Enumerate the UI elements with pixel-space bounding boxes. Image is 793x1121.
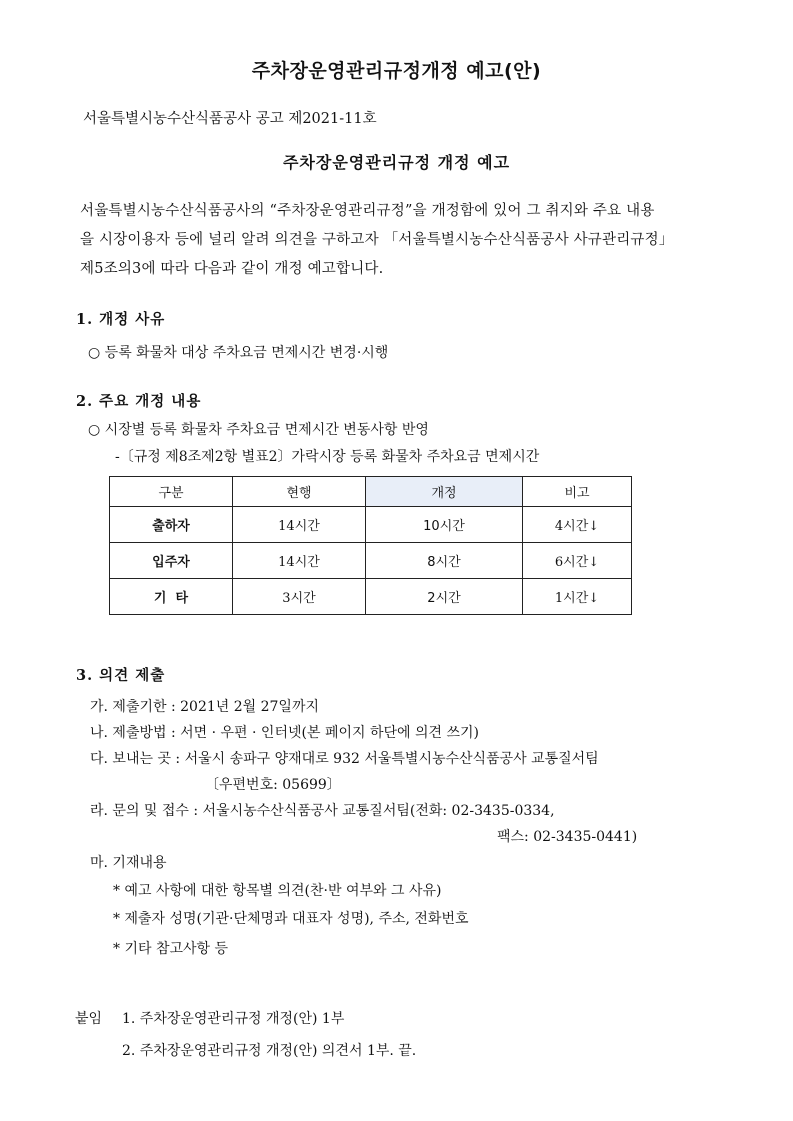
section3-heading: 3. 의견 제출 [76, 667, 166, 684]
section2-subitem: -〔규정 제8조제2항 별표2〕가락시장 등록 화물차 주차요금 면제시간 [115, 449, 540, 465]
col-header-current: 현행 [233, 477, 366, 507]
table-row [110, 507, 632, 543]
subtitle: 주차장운영관리규정 개정 예고 [282, 153, 511, 172]
col-header-note: 비고 [523, 477, 632, 507]
section2-item: ○ 시장별 등록 화물차 주차요금 면제시간 변동사항 반영 [88, 422, 429, 438]
detail-item: * 제출자 성명(기관·단체명과 대표자 성명), 주소, 전화번호 [113, 911, 469, 927]
attachment-label: 붙임 [75, 1011, 103, 1027]
intro-line-2: 을 시장이용자 등에 널리 알려 의견을 구하고자 「서울특별시농수산식품공사 사규관리규정」 [80, 232, 674, 248]
cell-current: 3시간 [233, 579, 366, 615]
table-header-row [110, 477, 632, 507]
contact-phone: 라. 문의 및 접수 : 서울시농수산식품공사 교통질서팀(전화: 02-3435-0334, [90, 803, 555, 819]
submit-deadline: 가. 제출기한 : 2021년 2월 27일까지 [90, 699, 320, 715]
col-header-revised: 개정 [366, 477, 523, 507]
notice-number: 서울특별시농수산식품공사 공고 제2021-11호 [83, 111, 377, 127]
cell-note: 1시간↓ [523, 579, 632, 615]
section1-heading: 1. 개정 사유 [76, 311, 166, 328]
cell-note: 6시간↓ [523, 543, 632, 579]
submit-method: 나. 제출방법 : 서면 · 우편 · 인터넷(본 페이지 하단에 의견 쓰기) [90, 725, 479, 741]
table-row [110, 579, 632, 615]
table-row [110, 543, 632, 579]
cell-current: 14시간 [233, 507, 366, 543]
section1-item: ○ 등록 화물차 대상 주차요금 면제시간 변경·시행 [88, 345, 389, 361]
intro-line-3: 제5조의3에 따라 다음과 같이 개정 예고합니다. [80, 261, 384, 277]
cell-revised: 2시간 [366, 579, 523, 615]
content-heading: 마. 기재내용 [90, 855, 167, 871]
section2-heading: 2. 주요 개정 내용 [76, 393, 202, 410]
cell-category: 기 타 [110, 579, 233, 615]
submit-address: 다. 보내는 곳 : 서울시 송파구 양재대로 932 서울특별시농수산식품공사 교통질서팀 [90, 751, 599, 767]
detail-item: * 기타 참고사항 등 [113, 941, 229, 957]
cell-revised: 10시간 [366, 507, 523, 543]
revision-table [109, 476, 632, 615]
cell-revised: 8시간 [366, 543, 523, 579]
cell-category: 입주자 [110, 543, 233, 579]
attachment-item: 2. 주차장운영관리규정 개정(안) 의견서 1부. 끝. [122, 1043, 417, 1059]
intro-line-1: 서울특별시농수산식품공사의 “주차장운영관리규정”을 개정함에 있어 그 취지와 주요 내용 [80, 203, 655, 219]
postal-code: 〔우편번호: 05699〕 [205, 777, 341, 793]
contact-fax: 팩스: 02-3435-0441) [497, 829, 638, 845]
attachment-item: 1. 주차장운영관리규정 개정(안) 1부 [122, 1011, 345, 1027]
cell-category: 출하자 [110, 507, 233, 543]
cell-note: 4시간↓ [523, 507, 632, 543]
col-header-category: 구분 [110, 477, 233, 507]
cell-current: 14시간 [233, 543, 366, 579]
detail-item: * 예고 사항에 대한 항목별 의견(찬·반 여부와 그 사유) [113, 883, 442, 899]
page-title: 주차장운영관리규정개정 예고(안) [251, 60, 542, 82]
